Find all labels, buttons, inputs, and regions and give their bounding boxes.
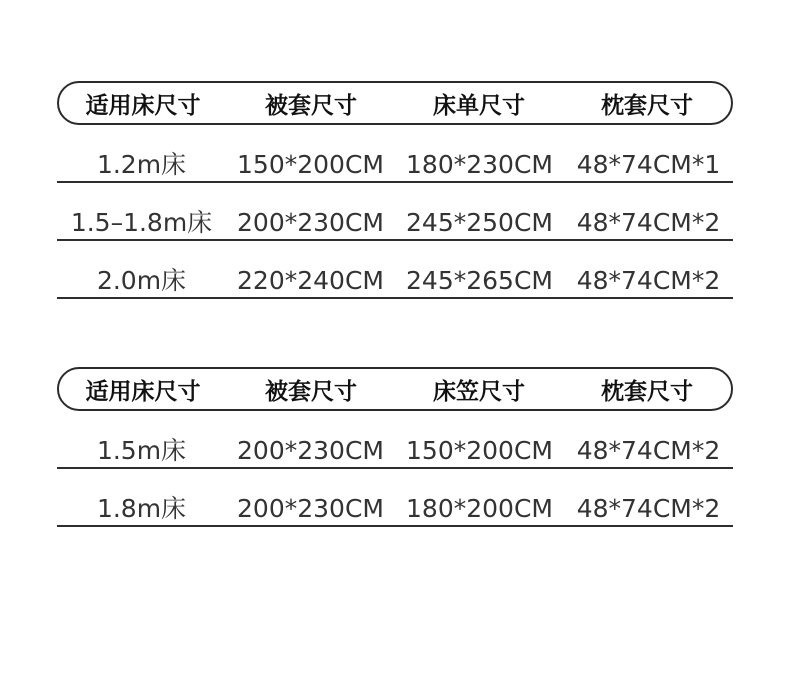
- header-cell-bed-size: 适用床尺寸: [85, 92, 201, 119]
- table-row: [57, 411, 733, 469]
- table-cell: 245*250CM: [406, 207, 553, 237]
- table-cell: 150*200CM: [237, 149, 384, 179]
- table-header-row: [57, 81, 733, 125]
- table-cell: 1.5–1.8m床: [70, 207, 213, 237]
- table-cell: 220*240CM: [237, 265, 384, 295]
- table-cell: 180*200CM: [406, 493, 553, 523]
- table-cell: 245*265CM: [406, 265, 553, 295]
- table-header-row: [57, 367, 733, 411]
- header-cell-fitted-sheet-size: 床笠尺寸: [433, 378, 525, 405]
- table-cell: 48*74CM*2: [576, 207, 721, 237]
- table-cell: 48*74CM*1: [576, 149, 721, 179]
- table-cell: 200*230CM: [237, 493, 384, 523]
- header-cell-pillowcase-size: 枕套尺寸: [601, 378, 693, 405]
- table-cell: 48*74CM*2: [576, 435, 721, 465]
- table-cell: 180*230CM: [406, 149, 553, 179]
- header-cell-duvet-cover-size: 被套尺寸: [265, 92, 357, 119]
- table-row: [57, 183, 733, 241]
- table-cell: 200*230CM: [237, 207, 384, 237]
- header-cell-flat-sheet-size: 床单尺寸: [433, 92, 525, 119]
- table-cell: 1.8m床: [96, 493, 187, 523]
- table-row: [57, 241, 733, 299]
- size-table-sheet-set: [57, 81, 733, 299]
- header-cell-duvet-cover-size: 被套尺寸: [265, 378, 357, 405]
- table-row: [57, 125, 733, 183]
- table-cell: 2.0m床: [96, 265, 187, 295]
- header-cell-bed-size: 适用床尺寸: [85, 378, 201, 405]
- header-cell-pillowcase-size: 枕套尺寸: [601, 92, 693, 119]
- table-row: [57, 469, 733, 527]
- table-cell: 1.2m床: [96, 149, 187, 179]
- table-cell: 1.5m床: [96, 435, 187, 465]
- size-table-fitted-sheet-set: [57, 367, 733, 527]
- table-cell: 150*200CM: [406, 435, 553, 465]
- table-cell: 48*74CM*2: [576, 493, 721, 523]
- table-cell: 48*74CM*2: [576, 265, 721, 295]
- table-cell: 200*230CM: [237, 435, 384, 465]
